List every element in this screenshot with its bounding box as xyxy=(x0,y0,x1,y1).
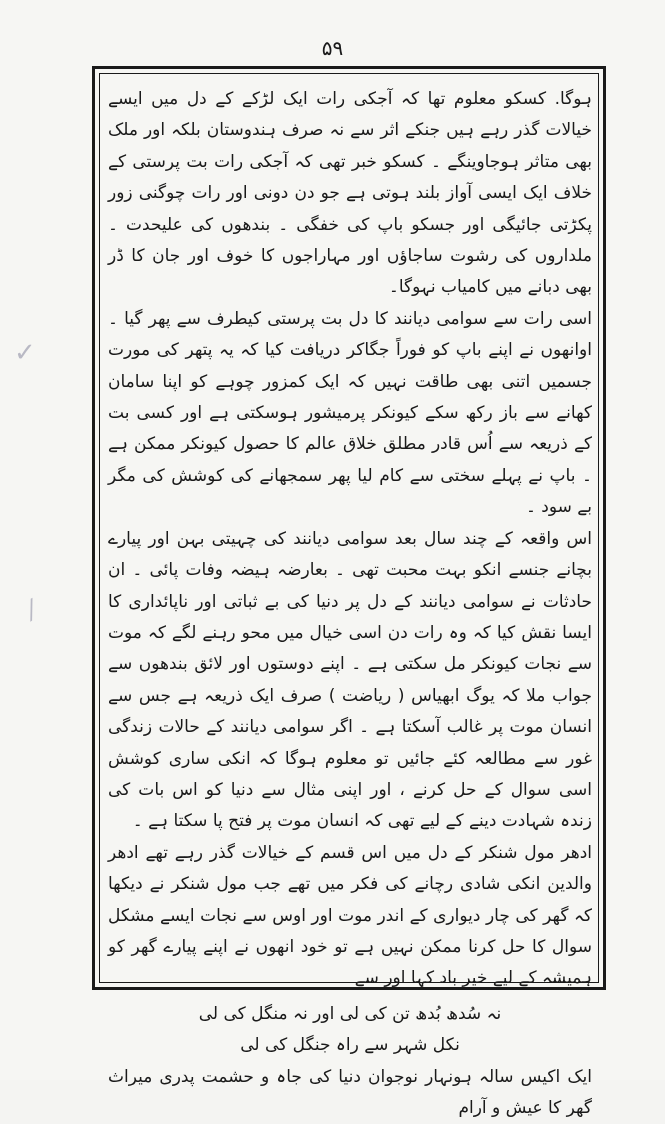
pencil-stroke-mark: ⁄ xyxy=(22,596,42,626)
verse-couplet xyxy=(108,999,592,1062)
paragraph-4: ادھر مول شنکر کے دل میں اس قسم کے خیالات گذر رہے تھے ادھر والدین انکی شادی رچانے کی فکر میں تھے جب مول شنکر نے دیکھا کہ گھر کی چار دیواری کے اندر موت اور اوس سے نجات ایسے مشکل سوال کا حل کرنا ممکن نہیں ہے تو خود انھوں نے اپنے پیارے گھر کو ہمیشہ کے لیے خیر باد کہا اور سے xyxy=(108,842,592,989)
paragraph-2: اسی رات سے سوامی دیانند کا دل بت پرستی کیطرف سے پھر گیا ۔ اوانھوں نے اپنے باپ کو فوراً جگاکر دریافت کیا کہ یہ پتھر کی مورت جسمیں اتنی بھی طاقت نہیں کہ ایک کمزور چوہے کو اپنا سامان کھانے سے باز رکھ سکے کیونکر پرمیشور ہوسکتی ہے اور کسی بت کے ذریعہ سے اُس قادر مطلق خلاق عالم کا حصول کیونکر ممکن ہے ۔ باپ نے پہلے سختی سے کام لیا پھر سمجھانے کی کوشش کی مگر بے سود ۔ xyxy=(108,308,592,518)
page-body-text xyxy=(108,84,592,1118)
closing-line: ایک اکیس سالہ ہونہار نوجوان دنیا کی جاہ و حشمت پدری میراث گھر کا عیش و آرام xyxy=(108,1066,592,1118)
paragraph-3: اس واقعہ کے چند سال بعد سوامی دیانند کی چہیتی بہن اور پیارے بچانے جنسے انکو بہت محبت تھی ۔ بعارضہ ہیضہ وفات پائی ۔ ان حادثات نے سوامی دیانند کے دل پر دنیا کی بے ثباتی اور ناپائداری کا ایسا نقش کیا کہ وہ رات دن اسی خیال میں محو رہنے لگے کہ موت سے نجات کیونکر مل سکتی ہے ۔ اپنے دوستوں اور لائق بندھوں سے جواب ملا کہ یوگ ابھیاس ( ریاضت ) صرف ایک ذریعہ ہے جس سے انسان موت پر غالب آسکتا ہے ۔ اگر سوامی دیانند کے حالات زندگی غور سے مطالعہ کئے جائیں تو معلوم ہوگا کہ انکی ساری کوشش اسی سوال کے حل کرنے ، اور اپنی مثال سے دنیا کو اس بات کی زندہ شہادت دینے کے لیے تھی کہ انسان موت پر فتح پا سکتا ہے ۔ xyxy=(108,528,592,832)
paragraph-1: ہوگا. کسکو معلوم تھا کہ آجکی رات ایک لڑکے کے دل میں ایسے خیالات گذر رہے ہیں جنکے اثر سے نہ صرف ہندوستان بلکہ اور ملک بھی متاثر ہوجاوینگے ۔ کسکو خبر تھی کہ آجکی رات بت پرستی کے خلاف ایک ایسی آواز بلند ہوتی ہے جو دن دونی اور رات چوگنی زور پکڑتی جائیگی اور جسکو باپ کی خفگی ۔ بندھوں کی علیحدت ۔ ملداروں کی رشوت ساجاؤں اور مہاراجوں کا خوف اور جان کا ڈر بھی دبانے میں کامیاب نہوگا۔ xyxy=(108,89,592,298)
verse-line-2: نکل شہر سے راہ جنگل کی لی xyxy=(240,1035,460,1056)
page-number: ۵۹ xyxy=(321,36,344,60)
pencil-tick-mark: ✓ xyxy=(14,338,36,368)
verse-line-1: نہ سُدھ بُدھ تن کی لی اور نہ منگل کی لی xyxy=(198,1003,502,1024)
